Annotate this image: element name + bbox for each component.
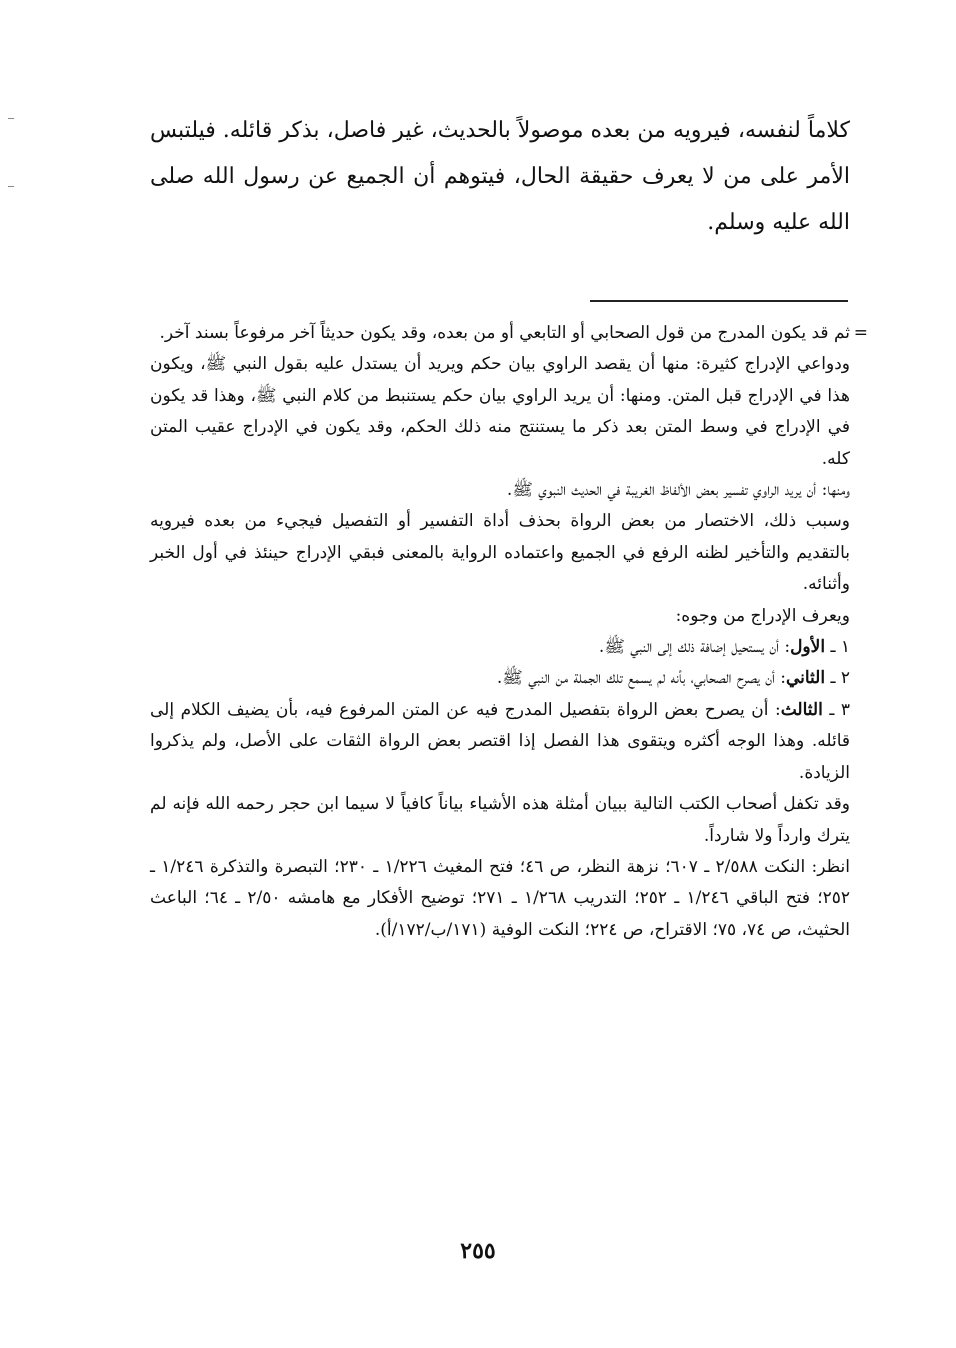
continuation-mark: = [853,323,868,343]
footnote-paragraph: وسبب ذلك، الاختصار من بعض الرواة بحذف أداة التفسير أو التفصيل فيجيء من بعده فيرويه بالتقديم والتأخير لظنه الرفع في الجميع واعتماده الرواية بالمعنى فبقي الإدراج حينئذ في أول الخبر وأثنائه. [150,511,850,595]
item-label: الثاني [785,668,826,689]
item-label: الأول [790,637,826,658]
item-number: ١ ـ [830,637,850,658]
footnote-list-item [150,632,850,663]
footnote-paragraph: ودواعي الإدراج كثيرة: منها أن يقصد الراوي بيان حكم ويريد أن يستدل عليه بقول النبي ﷺ، ويكون هذا في الإدراج قبل المتن. ومنها: أن يريد الراوي بيان حكم يستنبط من كلام النبي ﷺ، وهذا قد يكون في الإدراج في وسط المتن بعد ذكر ما يستنتج منه ذلك الحكم، وقد يكون في الإدراج عقيب المتن كله. [150,354,850,469]
footnote-closing: وقد تكفل أصحاب الكتب التالية ببيان أمثلة هذه الأشياء بياناً كافياً لا سيما ابن حجر رحمه الله فإنه لم يترك وارداً ولا شارداً. [150,794,850,846]
footnote-paragraph: ومنها: أن يريد الراوي تفسير بعض الألفاظ الغريبة في الحديث النبوي ﷺ. [506,480,850,501]
page-number: ٢٥٥ [460,1238,496,1264]
item-number: ٣ ـ [829,699,851,720]
footnote-continued [150,318,868,349]
footnotes-block [150,318,868,946]
footnote-references: انظر: النكت ٢/٥٨٨ ـ ٦٠٧؛ نزهة النظر، ص ٤٦؛ فتح المغيث ١/٢٢٦ ـ ٢٣٠؛ التبصرة والتذكرة ١/٢٤٦ ـ ٢٥٢؛ فتح الباقي ١/٢٤٦ ـ ٢٥٢؛ التدريب ١/٢٦٨ ـ ٢٧١؛ توضيح الأفكار مع هامشه ٢/٥٠ ـ ٦٤؛ الباعث الحثيث، ص ٧٤، ٧٥؛ الاقتراح، ص ٢٢٤؛ النكت الوفية (١٧١/ب/١٧٢/أ). [150,856,851,940]
margin-mark [8,186,14,187]
footnote-paragraph: ويعرف الإدراج من وجوه: [675,605,850,626]
main-text-block [150,108,850,246]
footnote-list-item [150,695,850,789]
footnote-list-item [150,663,850,694]
footnote-paragraph: ثم قد يكون المدرج من قول الصحابي أو التابعي أو من بعده، وقد يكون حديثاً آخر مرفوعاً بسند آخر. [159,323,850,343]
margin-mark [8,118,14,119]
item-text: : أن يصرح الصحابي، بأنه لم يسمع تلك الجملة من النبي ﷺ. [496,668,786,689]
item-label: الثالث [780,699,823,720]
item-number: ٢ ـ [830,668,850,689]
item-text: : أن يصرح بعض الرواة بتفصيل المدرج فيه عن المتن المرفوع فيه، بأن يضيف الكلام إلى قائله. وهذا الوجه أكثره ويتقوى هذا الفصل إذا اقتصر بعض الرواة الثقات على الأصل، ولم يذكروا الزيادة. [150,699,850,783]
footnote-separator [590,300,848,302]
item-text: : أن يستحيل إضافة ذلك إلى النبي ﷺ. [598,637,791,658]
main-paragraph: كلاماً لنفسه، فيرويه من بعده موصولاً بالحديث، غير فاصل، بذكر قائله. فيلتبس الأمر على من لا يعرف حقيقة الحال، فيتوهم أن الجميع عن رسول الله صلى الله عليه وسلم. [150,118,850,235]
